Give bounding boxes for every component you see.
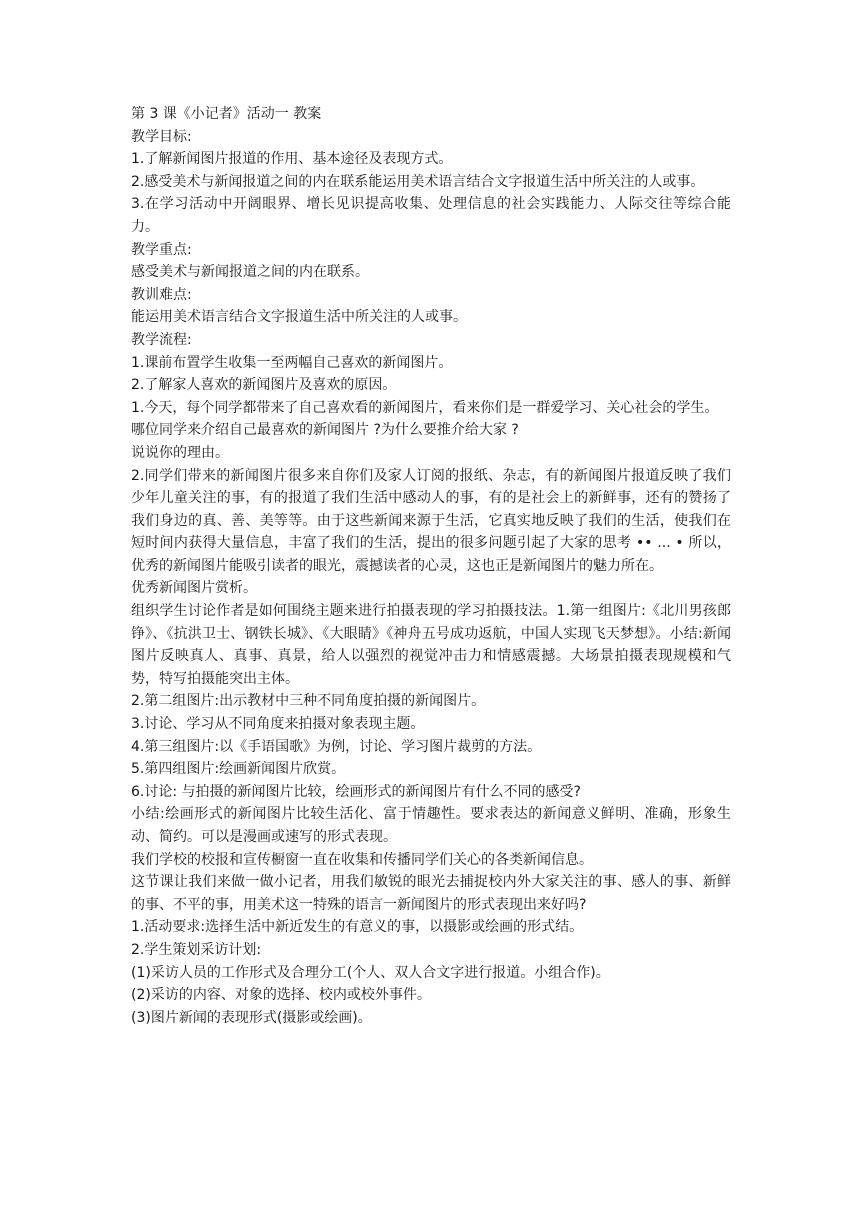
lesson-title: 第 3 课《小记者》活动一 教案 <box>131 106 322 122</box>
reporter-paragraph: 这节课让我们来做一做小记者，用我们敏锐的眼光去捕捉校内外大家关注的事、感人的事、新鲜的事、不平的事，用美术这一特殊的语言一新闻图片的形式表现出来好吗? <box>131 874 731 913</box>
goal-item-1: 1.了解新闻图片报道的作用、基本途径及表现方式。 <box>131 151 453 168</box>
heading-appreciation: 优秀新闻图片赏析。 <box>131 580 257 597</box>
process-reason-line: 说说你的理由。 <box>131 444 229 461</box>
heading-teaching-goals: 教学目标: <box>131 128 192 145</box>
process-news-paragraph: 2.同学们带来的新闻图片很多来自你们及家人订阅的报纸、杂志，有的新闻图片报道反映了我们少年儿童关注的事，有的报道了我们生活中感动人的事，有的是社会上的新鲜事，还有的赞扬了我们身边的真、善、美等等。由于这些新闻来源于生活，它真实地反映了我们的生活，使我们在短时间内获得大量信息，丰富了我们的生活，提出的很多问题引起了大家的思考 •• ... • 所以，优秀的新闻图片能吸引读者的眼光，震撼读者的心灵，这也正是新闻图片的魅力所在。 <box>131 467 731 574</box>
heading-difficulty: 教训难点: <box>131 286 192 303</box>
difficulty-text: 能运用美术语言结合文字报道生活中所关注的人或事。 <box>131 309 467 326</box>
process-prep-item-2: 2.了解家人喜欢的新闻图片及喜欢的原因。 <box>131 377 397 394</box>
plan-item-3: (3)图片新闻的表现形式(摄影或绘画)。 <box>131 1009 372 1026</box>
summary-paragraph: 小结:绘画形式的新闻图片比较生活化、富于情趣性。要求表达的新闻意义鲜明、准确，形象生动、简约。可以是漫画或速写的形式表现。 <box>131 806 731 845</box>
goal-item-2: 2.感受美术与新闻报道之间的内在联系能运用美术语言结合文字报道生活中所关注的人或事。 <box>131 173 705 190</box>
plan-item-2: (2)采访的内容、对象的选择、校内或校外事件。 <box>131 987 431 1004</box>
process-prep-item-1: 1.课前布置学生收集一至两幅自己喜欢的新闻图片。 <box>131 354 453 371</box>
key-point-text: 感受美术与新闻报道之间的内在联系。 <box>131 264 369 281</box>
heading-key-point: 教学重点: <box>131 241 192 258</box>
plan-heading: 2.学生策划采访计划: <box>131 941 262 958</box>
discussion-item-3: 3.讨论、学习从不同角度来拍摄对象表现主题。 <box>131 716 425 733</box>
group-2-item: 2.第二组图片:出示教材中三种不同角度拍摄的新闻图片。 <box>131 693 486 710</box>
appreciation-paragraph: 组织学生讨论作者是如何围绕主题来进行拍摄表现的学习拍摄技法。1.第一组图片:《北川男孩郎铮》、《抗洪卫士、钢铁长城》、《大眼睛》《神舟五号成功返航，中国人实现飞天梦想》。小结:新闻图片反映真人、真事、真景，给人以强烈的视觉冲击力和情感震撼。大场景拍摄表现规模和气势，特写拍摄能突出主体。 <box>131 603 731 687</box>
heading-teaching-process: 教学流程: <box>131 331 192 348</box>
document-body <box>131 103 731 1029</box>
goal-item-3: 3.在学习活动中开阔眼界、增长见识提高收集、处理信息的社会实践能力、人际交往等综合能力。 <box>131 196 731 235</box>
process-question-line: 哪位同学来介绍自己最喜欢的新闻图片 ?为什么要推介给大家 ? <box>131 422 519 439</box>
plan-item-1: (1)采访人员的工作形式及合理分工(个人、双人合文字进行报道。小组合作)。 <box>131 964 610 981</box>
school-news-line: 我们学校的校报和宣传橱窗一直在收集和传播同学们关心的各类新闻信息。 <box>131 851 593 868</box>
discussion-item-6: 6.讨论: 与拍摄的新闻图片比较，绘画形式的新闻图片有什么不同的感受? <box>131 783 581 800</box>
group-3-item: 4.第三组图片:以《手语国歌》为例，讨论、学习图片裁剪的方法。 <box>131 738 542 755</box>
process-intro-paragraph: 1.今天，每个同学都带来了自己喜欢看的新闻图片，看来你们是一群爱学习、关心社会的学生。 <box>131 399 719 416</box>
activity-requirement: 1.活动要求:选择生活中新近发生的有意义的事，以摄影或绘画的形式结。 <box>131 919 584 936</box>
group-4-item: 5.第四组图片:绘画新闻图片欣赏。 <box>131 761 346 778</box>
